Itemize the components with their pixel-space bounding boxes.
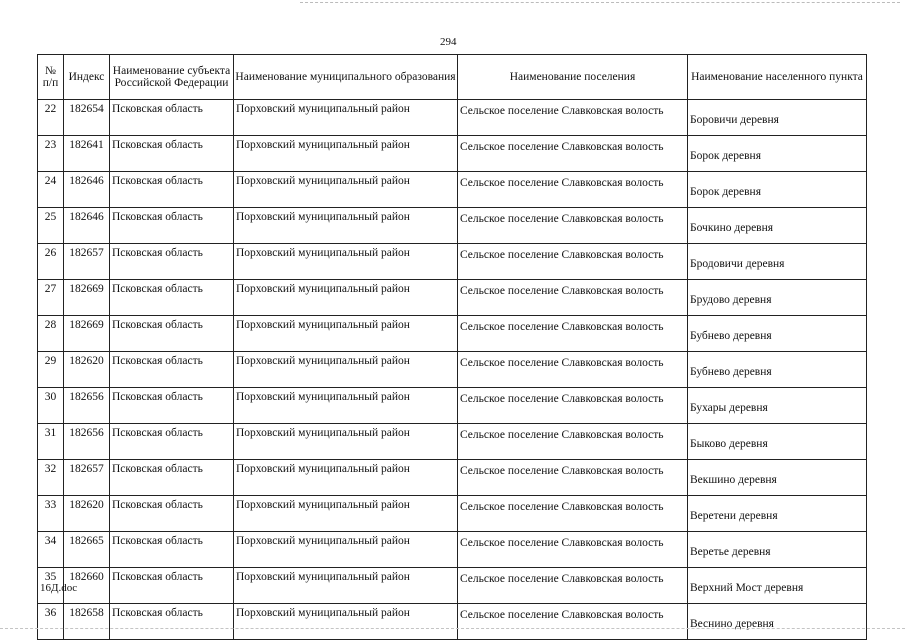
scan-edge-bottom [0,628,905,629]
header-row [38,55,867,100]
cell-index: 182620 [64,352,110,388]
cell-locality: Бродовичи деревня [688,244,867,280]
cell-locality: Векшино деревня [688,460,867,496]
cell-settlement: Сельское поселение Славковская волость [458,172,688,208]
cell-number: 28 [38,316,64,352]
cell-index: 182641 [64,136,110,172]
cell-number: 30 [38,388,64,424]
table-row [38,496,867,532]
cell-subject: Псковская область [110,352,234,388]
cell-index: 182646 [64,208,110,244]
cell-locality: Веретени деревня [688,496,867,532]
cell-number: 26 [38,244,64,280]
cell-municipality: Порховский муниципальный район [234,136,458,172]
cell-subject: Псковская область [110,496,234,532]
header-number: № п/п [38,55,64,100]
header-municipality: Наименование муниципального образования [234,55,458,100]
cell-subject: Псковская область [110,100,234,136]
cell-number: 36 [38,604,64,640]
header-index: Индекс [64,55,110,100]
cell-municipality: Порховский муниципальный район [234,280,458,316]
table-row [38,316,867,352]
footer-filename: 16Д.doc [40,582,78,594]
cell-municipality: Порховский муниципальный район [234,316,458,352]
cell-number: 29 [38,352,64,388]
cell-subject: Псковская область [110,136,234,172]
table-row [38,172,867,208]
cell-number: 31 [38,424,64,460]
cell-index: 182660 [64,568,110,604]
cell-settlement: Сельское поселение Славковская волость [458,568,688,604]
cell-settlement: Сельское поселение Славковская волость [458,352,688,388]
cell-settlement: Сельское поселение Славковская волость [458,460,688,496]
table-row [38,424,867,460]
cell-index: 182657 [64,460,110,496]
cell-number: 24 [38,172,64,208]
cell-settlement: Сельское поселение Славковская волость [458,496,688,532]
table-row [38,352,867,388]
table-row [38,136,867,172]
table-row [38,568,867,604]
cell-settlement: Сельское поселение Славковская волость [458,244,688,280]
table-header [38,55,867,100]
cell-number: 34 [38,532,64,568]
cell-locality: Бубнево деревня [688,352,867,388]
cell-settlement: Сельское поселение Славковская волость [458,532,688,568]
cell-subject: Псковская область [110,460,234,496]
cell-number: 22 [38,100,64,136]
cell-settlement: Сельское поселение Славковская волость [458,208,688,244]
page-number: 294 [440,36,457,48]
cell-index: 182646 [64,172,110,208]
cell-settlement: Сельское поселение Славковская волость [458,280,688,316]
cell-subject: Псковская область [110,568,234,604]
cell-subject: Псковская область [110,172,234,208]
cell-municipality: Порховский муниципальный район [234,424,458,460]
cell-subject: Псковская область [110,316,234,352]
header-settlement: Наименование поселения [458,55,688,100]
cell-settlement: Сельское поселение Славковская волость [458,424,688,460]
cell-locality: Бухары деревня [688,388,867,424]
table-row [38,388,867,424]
cell-subject: Псковская область [110,388,234,424]
cell-municipality: Порховский муниципальный район [234,388,458,424]
table-row [38,244,867,280]
cell-locality: Бочкино деревня [688,208,867,244]
table-row [38,208,867,244]
cell-locality: Веснино деревня [688,604,867,640]
cell-municipality: Порховский муниципальный район [234,352,458,388]
cell-subject: Псковская область [110,532,234,568]
cell-index: 182669 [64,316,110,352]
cell-subject: Псковская область [110,244,234,280]
cell-number: 33 [38,496,64,532]
cell-index: 182654 [64,100,110,136]
cell-municipality: Порховский муниципальный район [234,460,458,496]
cell-municipality: Порховский муниципальный район [234,208,458,244]
cell-settlement: Сельское поселение Славковская волость [458,604,688,640]
cell-index: 182665 [64,532,110,568]
cell-settlement: Сельское поселение Славковская волость [458,100,688,136]
cell-locality: Борок деревня [688,136,867,172]
cell-number: 35 [38,568,64,604]
cell-municipality: Порховский муниципальный район [234,244,458,280]
cell-locality: Веретье деревня [688,532,867,568]
header-locality: Наименование населенного пункта [688,55,867,100]
cell-subject: Псковская область [110,604,234,640]
cell-index: 182658 [64,604,110,640]
table-row [38,532,867,568]
cell-municipality: Порховский муниципальный район [234,568,458,604]
cell-subject: Псковская область [110,208,234,244]
cell-number: 25 [38,208,64,244]
cell-settlement: Сельское поселение Славковская волость [458,388,688,424]
cell-number: 27 [38,280,64,316]
cell-locality: Борок деревня [688,172,867,208]
table-row [38,100,867,136]
cell-locality: Верхний Мост деревня [688,568,867,604]
cell-municipality: Порховский муниципальный район [234,172,458,208]
cell-locality: Быково деревня [688,424,867,460]
table-row [38,604,867,640]
cell-locality: Бубнево деревня [688,316,867,352]
settlements-table [37,54,867,640]
table-body [38,100,867,640]
table-row [38,460,867,496]
cell-index: 182669 [64,280,110,316]
scan-edge-top [300,2,900,3]
cell-subject: Псковская область [110,280,234,316]
cell-settlement: Сельское поселение Славковская волость [458,316,688,352]
cell-municipality: Порховский муниципальный район [234,532,458,568]
cell-index: 182656 [64,424,110,460]
cell-index: 182620 [64,496,110,532]
cell-number: 23 [38,136,64,172]
cell-locality: Боровичи деревня [688,100,867,136]
cell-index: 182657 [64,244,110,280]
cell-municipality: Порховский муниципальный район [234,496,458,532]
cell-number: 32 [38,460,64,496]
cell-subject: Псковская область [110,424,234,460]
cell-settlement: Сельское поселение Славковская волость [458,136,688,172]
header-subject: Наименование субъекта Российской Федерации [110,55,234,100]
cell-municipality: Порховский муниципальный район [234,100,458,136]
cell-municipality: Порховский муниципальный район [234,604,458,640]
cell-locality: Брудово деревня [688,280,867,316]
table-row [38,280,867,316]
cell-index: 182656 [64,388,110,424]
